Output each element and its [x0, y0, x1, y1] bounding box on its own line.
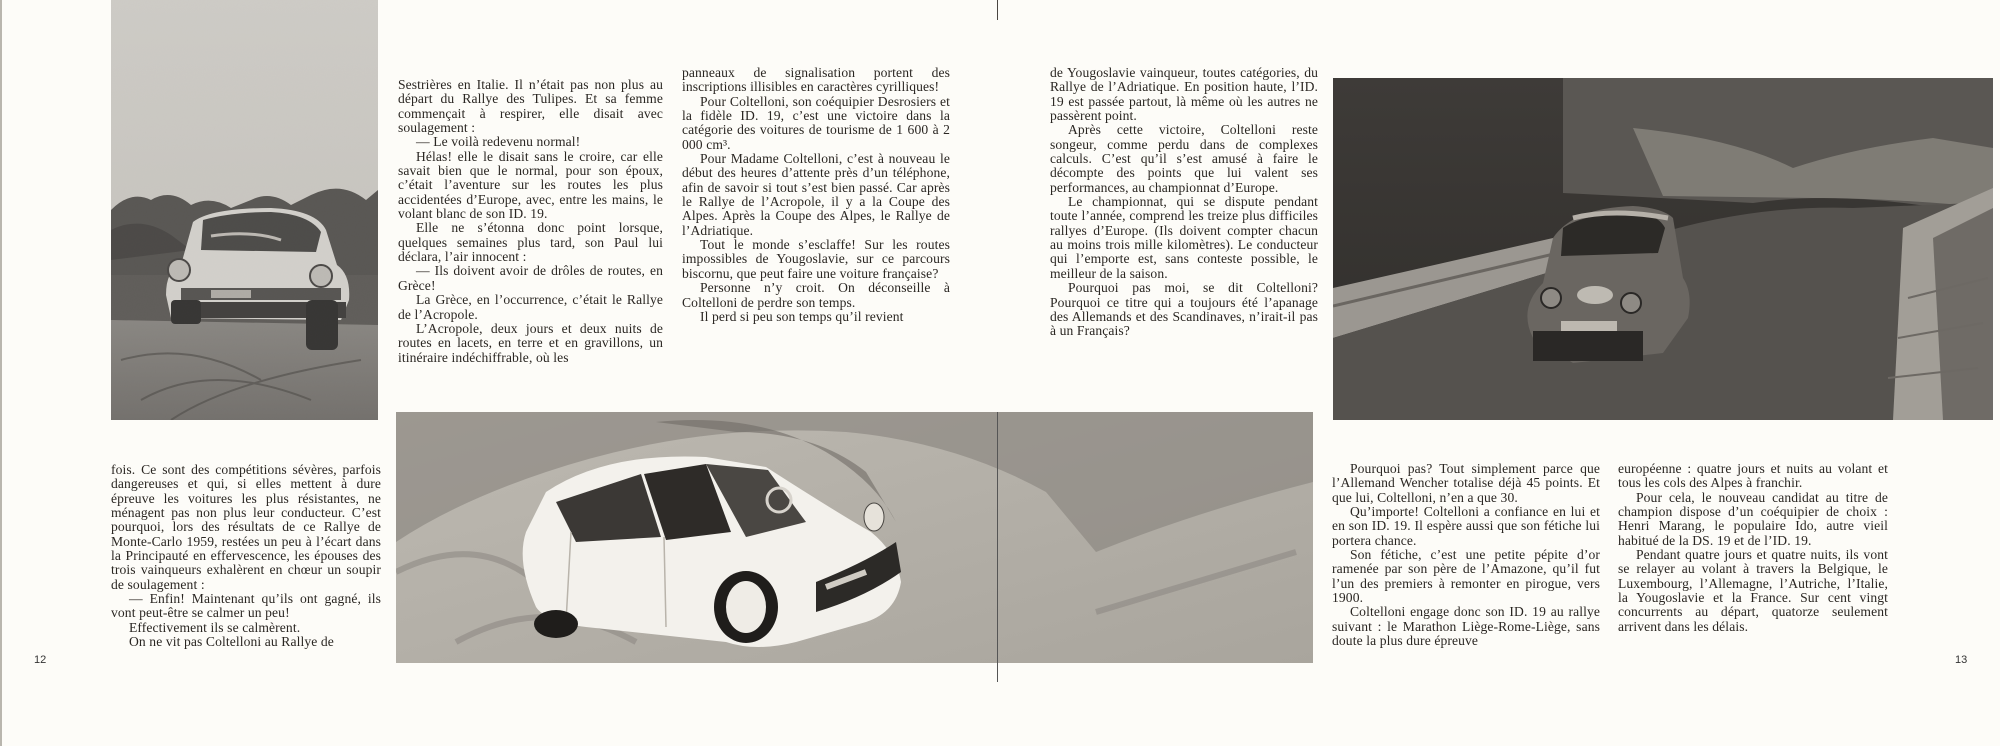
paragraph: Hélas! elle le disait sans le croire, car elle savait bien que le normal, pour son époux, c’était l’aventure sur les routes les plus accidentées d’Europe, avec, entre les mains, le volant blanc de son ID. 19.	[398, 148, 663, 222]
text-column-left-page-top	[398, 78, 663, 365]
paragraph: Tout le monde s’esclaffe! Sur les routes impossibles de Yougoslavie, sur ce parcours biscornu, que peut faire une voiture française?	[682, 237, 950, 281]
paragraph: Elle ne s’étonna donc point lorsque, quelques semaines plus tard, son Paul lui déclara, l’air innocent :	[398, 220, 663, 265]
text-column-right-page-top	[1050, 66, 1318, 339]
text-column-right-page-bottom	[1332, 462, 1600, 648]
paragraph: Il perd si peu son temps qu’il revient	[700, 308, 904, 324]
paragraph: Le championnat, qui se dispute pendant toute l’année, comprend les treize plus difficiles rallyes d’Europe. (Ils doivent compter chacun au moins trois mille kilomètres). Le conducteur qui l’emporte est, sans conteste possible, le meilleur de la saison.	[1050, 194, 1318, 281]
photo-front-car	[111, 0, 378, 420]
gutter-line-center	[997, 412, 998, 682]
paragraph: Effectivement ils se calmèrent.	[129, 619, 301, 635]
paragraph: Pour cela, le nouveau candidat au titre de champion dispose d’un coéquipier de choix : Henri Marang, le populaire Ido, autre vieil habitué de la DS. 19 et de l’ID. 19.	[1618, 489, 1888, 548]
text-column-left-page-bottom	[111, 463, 381, 649]
photo-cornering-car	[396, 412, 1313, 663]
paragraph: L’Acropole, deux jours et deux nuits de routes en lacets, en terre et en gravillons, un itinéraire indéchiffrable, où les	[398, 320, 663, 365]
paragraph: — Le voilà redevenu normal!	[416, 134, 581, 150]
paragraph: Sestrières en Italie. Il n’était pas non plus au départ du Rallye des Tulipes. Et sa femme commençait à respirer, elle disait avec soulagement :	[398, 77, 663, 136]
paragraph: Pourquoi pas moi, se dit Coltelloni? Pourquoi ce titre qui a toujours été l’apanage des Allemands et des Scandinaves, n’irait-il pas à un Français?	[1050, 280, 1318, 339]
page-edge	[0, 0, 2, 746]
paragraph: La Grèce, en l’occurrence, c’était le Rallye de l’Acropole.	[398, 292, 663, 322]
paragraph: Personne n’y croit. On déconseille à Coltelloni de perdre son temps.	[682, 280, 950, 310]
paragraph: Après cette victoire, Coltelloni reste songeur, comme perdu dans de complexes calculs. C’est qu’il s’est amusé à faire le décompte des points que lui valent ses performances, au championnat d’Europe.	[1050, 122, 1318, 195]
paragraph: Coltelloni engage donc son ID. 19 au rallye suivant : le Marathon Liège-Rome-Liège, sans doute la plus dure épreuve	[1332, 604, 1600, 649]
paragraph: — Enfin! Maintenant qu’ils ont gagné, ils vont peut-être se calmer un peu!	[111, 591, 381, 621]
paragraph: fois. Ce sont des compétitions sévères, parfois dangereuses et qui, si elles mettent à dure épreuve les voitures les plus résistantes, ne ménagent pas non plus leur conducteur. C’est pourquoi, lors des résultats de ce Rallye de Monte-Carlo 1959, restées un peu à l’écart dans la Principauté en effervescence, les épouses des trois vainqueurs exhalèrent en chœur un soupir de soulagement :	[111, 462, 381, 592]
paragraph: On ne vit pas Coltelloni au Rallye de	[129, 634, 334, 650]
paragraph: Son fétiche, c’est une petite pépite d’or ramenée par son père de l’Amazone, qu’il fut l’un des premiers à remonter en pirogue, vers 1900.	[1332, 547, 1600, 606]
paragraph: européenne : quatre jours et nuits au volant et tous les cols des Alpes à franchir.	[1618, 461, 1888, 491]
page-number-right: 13	[1955, 654, 1968, 666]
paragraph: Pourquoi pas? Tout simplement parce que l’Allemand Wencher totalise déjà 45 points. Et que lui, Coltelloni, n’en a que 30.	[1332, 461, 1600, 505]
gutter-line-top	[997, 0, 998, 20]
paragraph: Qu’importe! Coltelloni a confiance en lui et en son ID. 19. Il espère aussi que son fétiche lui portera chance.	[1332, 504, 1600, 548]
text-column-left-page-top-2	[682, 66, 950, 324]
paragraph: Pendant quatre jours et quatre nuits, ils vont se relayer au volant à travers la Belgique, le Luxembourg, l’Allemagne, l’Autriche, l’Italie, la Yougoslavie et la France. Sur cent vingt concurrents au départ, quatorze seulement arrivent dans les délais.	[1618, 547, 1888, 634]
paragraph: panneaux de signalisation portent des inscriptions illisibles en caractères cyrilliques!	[682, 65, 950, 95]
paragraph: — Ils doivent avoir de drôles de routes, en Grèce!	[398, 263, 663, 293]
page-number-left: 12	[34, 654, 47, 666]
paragraph: de Yougoslavie vainqueur, toutes catégories, du Rallye de l’Adriatique. En position haute, l’ID. 19 est passée partout, là même où les autres ne passèrent point.	[1050, 65, 1318, 124]
text-column-right-page-bottom-2	[1618, 462, 1888, 634]
paragraph: Pour Madame Coltelloni, c’est à nouveau le début des heures d’attente près d’un téléphone, afin de savoir si tout s’est bien passé. Car après le Rallye de l’Acropole, il y a la Coupe des Alpes. Après la Coupe des Alpes, le Rallye de l’Adriatique.	[682, 151, 950, 238]
paragraph: Pour Coltelloni, son coéquipier Desrosiers et la fidèle ID. 19, c’est une victoire dans la catégorie des voitures de tourisme de 1 600 à 2 000 cm³.	[682, 93, 950, 152]
photo-mountain-road	[1333, 78, 1993, 420]
